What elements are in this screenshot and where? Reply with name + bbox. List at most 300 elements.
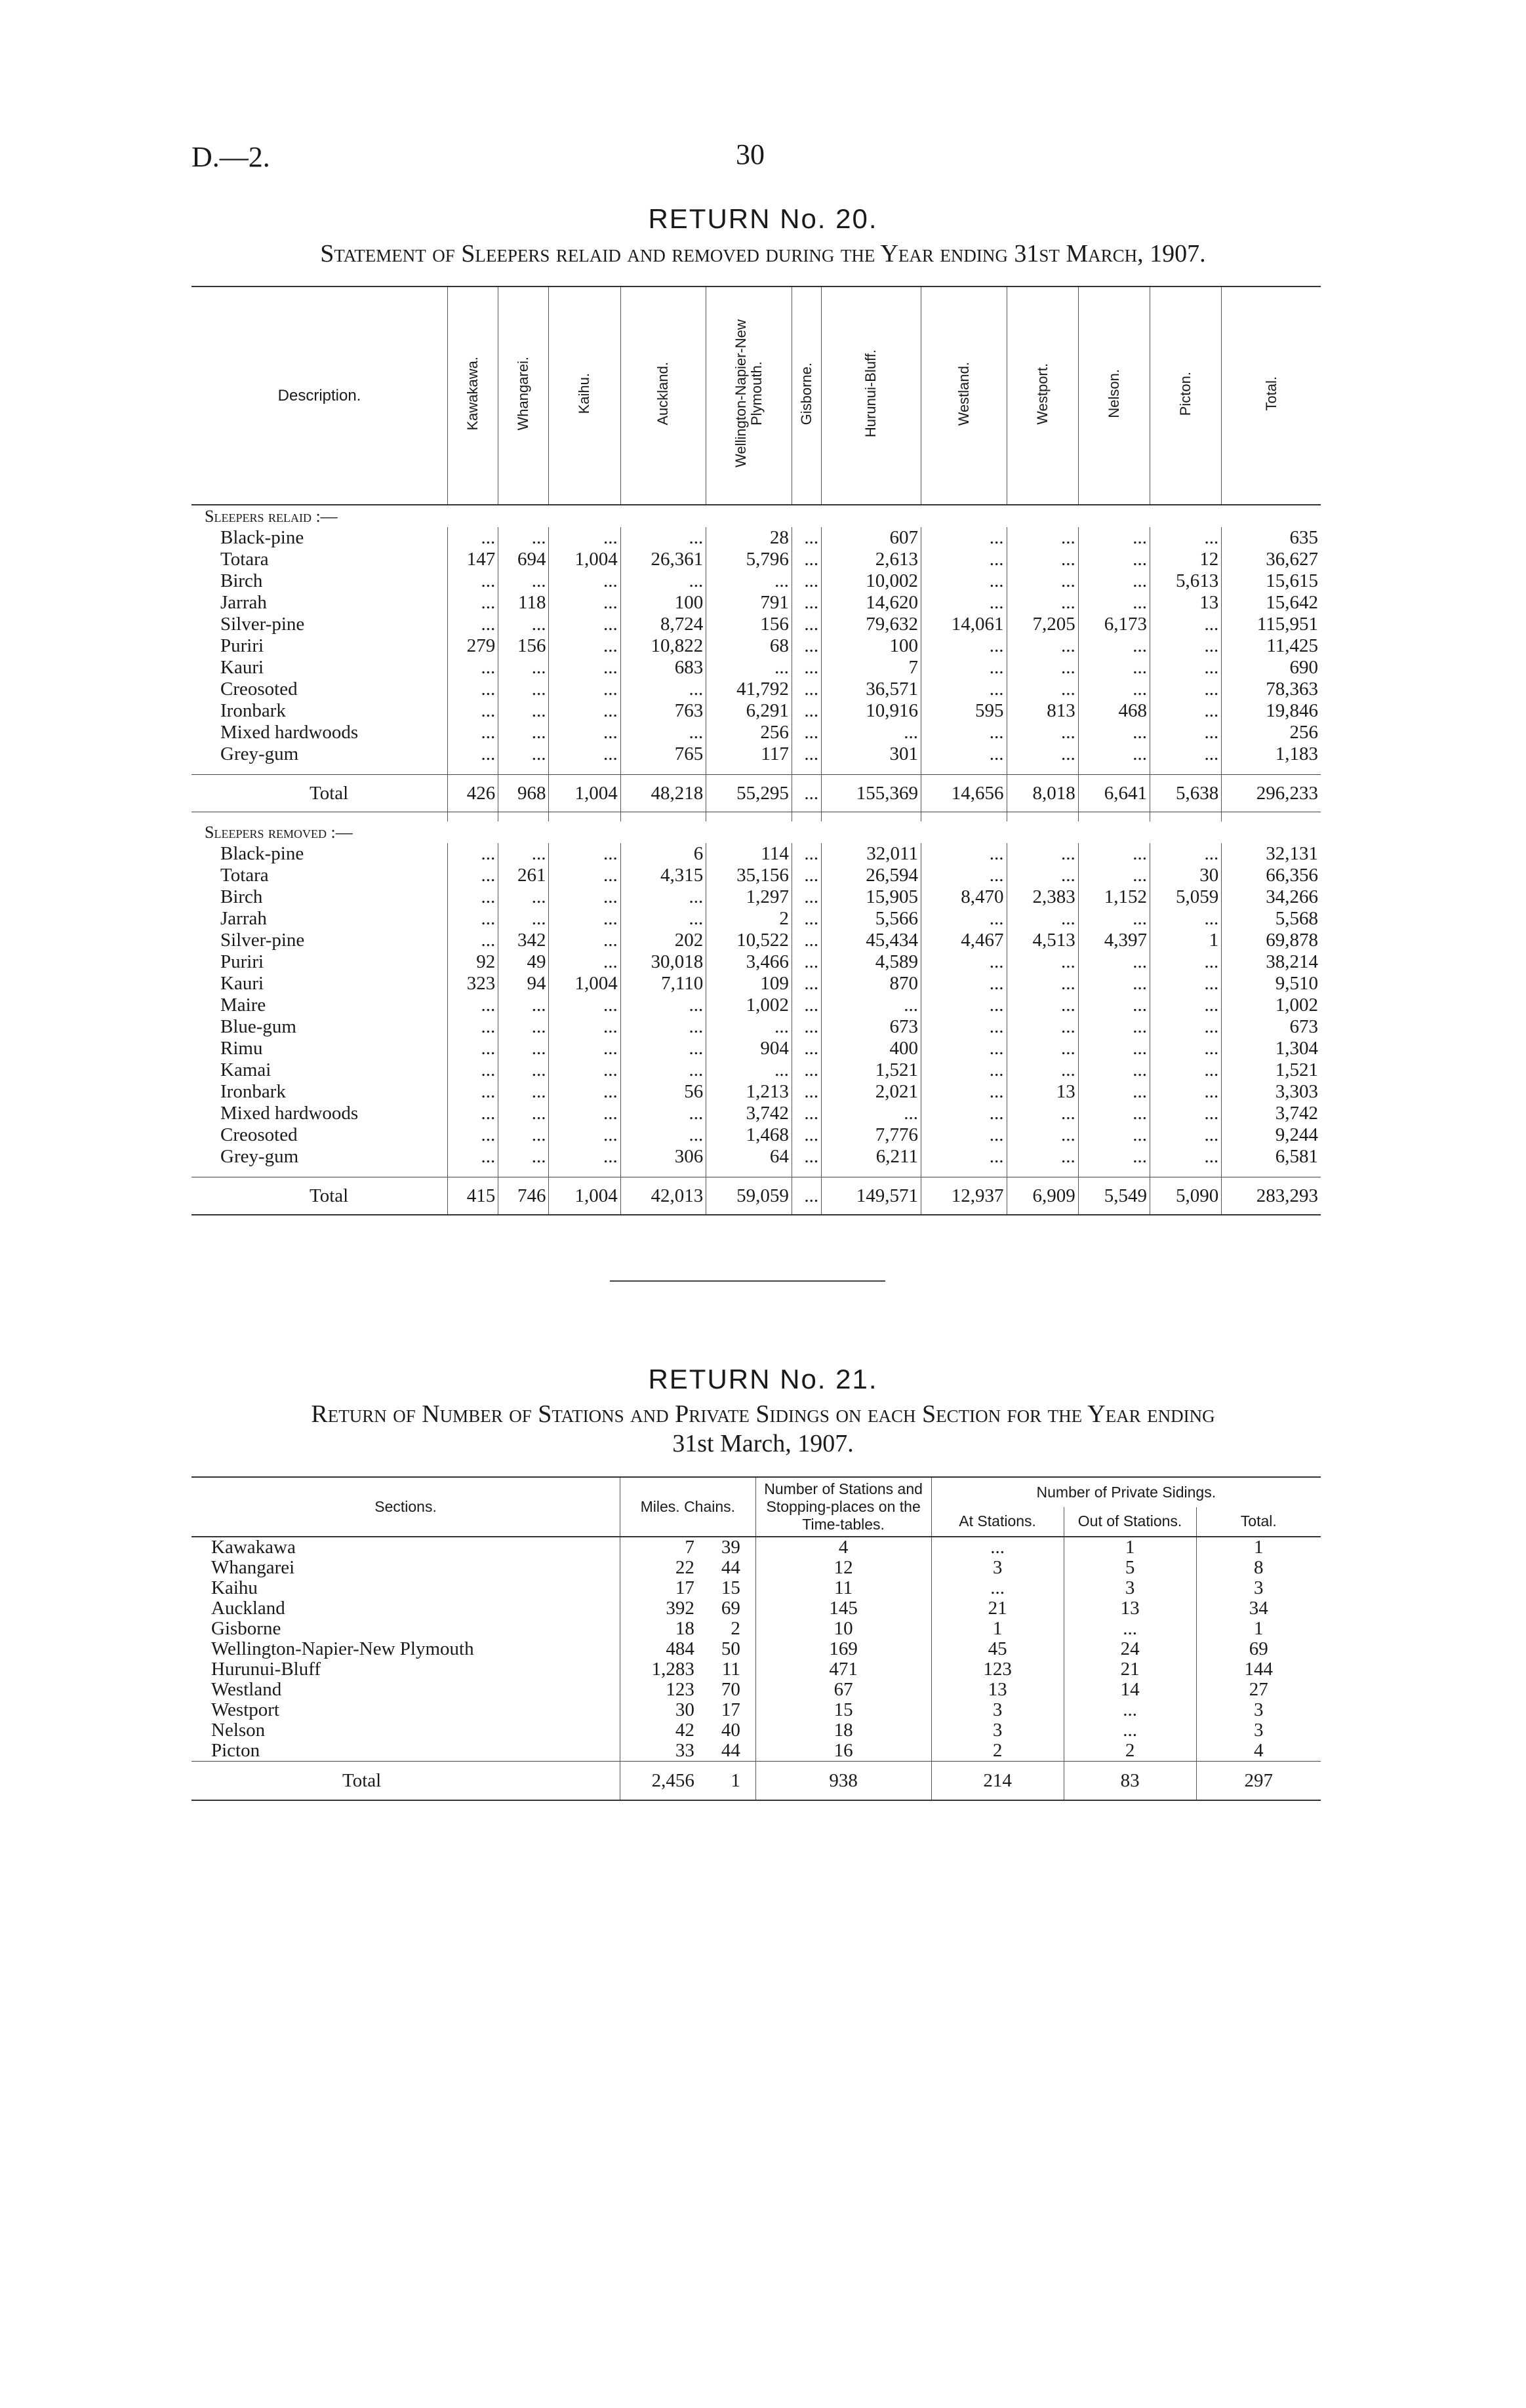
cell-value: ... (1007, 679, 1078, 700)
cell-value: ... (620, 1038, 706, 1059)
cell-value: 28 (706, 527, 792, 549)
col-header (1150, 286, 1222, 505)
spacer-cell (1078, 812, 1150, 822)
return-21-title: RETURN No. 21. (648, 1364, 878, 1394)
cell-value: ... (792, 527, 821, 549)
cell-value: ... (549, 865, 620, 886)
cell-value: 468 (1078, 700, 1150, 722)
spacer-cell (191, 765, 448, 775)
table-row (191, 1558, 1321, 1578)
spacer-cell (448, 1168, 498, 1177)
cell-value: ... (549, 951, 620, 973)
cell-value: 30 (1150, 865, 1222, 886)
cell-value: 1,004 (549, 549, 620, 570)
cell-value: ... (448, 1016, 498, 1038)
col-header-label: Westport. (1034, 363, 1051, 425)
cell-value: 123 (931, 1659, 1064, 1680)
section-name: Kawakawa (211, 1537, 296, 1558)
table-row (191, 1124, 1321, 1146)
row-label: Creosoted (220, 679, 298, 700)
cell-value: ... (549, 908, 620, 930)
cell-value: ... (448, 886, 498, 908)
cell-value: 117 (706, 743, 792, 765)
row-label: Mixed hardwoods (220, 1103, 359, 1124)
table-row (191, 1578, 1321, 1598)
total-value: 415 (448, 1177, 498, 1215)
cell-value: 306 (620, 1146, 706, 1168)
cell-value: ... (498, 843, 549, 865)
cell-value: ... (549, 1059, 620, 1081)
cell-value: ... (1078, 973, 1150, 995)
cell-value: ... (549, 700, 620, 722)
cell-value: 5,568 (1222, 908, 1321, 930)
cell-value: ... (1007, 1016, 1078, 1038)
return-21-subtitle-line2: 31st March, 1907. (672, 1430, 854, 1457)
miles-value: 123 (666, 1679, 694, 1700)
cell-value: 261 (498, 865, 549, 886)
cell-value: 3 (1196, 1578, 1321, 1598)
cell-value: 14,620 (822, 592, 921, 614)
cell-value: ... (792, 1016, 821, 1038)
cell-value: ... (620, 679, 706, 700)
cell-value: ... (921, 657, 1007, 679)
cell-value: 14 (1064, 1680, 1196, 1700)
cell-value: ... (448, 1059, 498, 1081)
cell-value: 147 (448, 549, 498, 570)
cell-value: ... (792, 743, 821, 765)
cell-value: 41,792 (706, 679, 792, 700)
cell-value: ... (498, 1081, 549, 1103)
col-header-label: Whangarei. (515, 357, 532, 431)
cell-value: ... (792, 679, 821, 700)
cell-value: 2 (706, 908, 792, 930)
cell-value: ... (448, 700, 498, 722)
cell-value: ... (448, 1124, 498, 1146)
cell-value: 114 (706, 843, 792, 865)
cell-value: ... (1078, 908, 1150, 930)
col-out-of-stations: Out of Stations. (1064, 1507, 1196, 1537)
stations-table (191, 1476, 1321, 1801)
col-stations: Number of Stations and Stopping-places on the Time-tables. (755, 1477, 931, 1537)
spacer-cell (822, 812, 921, 822)
cell-value: ... (620, 1124, 706, 1146)
cell-value: 2,021 (822, 1081, 921, 1103)
cell-value: 12 (755, 1558, 931, 1578)
cell-value: ... (1078, 657, 1150, 679)
cell-value: ... (1078, 549, 1150, 570)
row-label: Birch (220, 886, 263, 907)
cell-value: ... (792, 908, 821, 930)
cell-value: 27 (1196, 1680, 1321, 1700)
spacer-cell (706, 765, 792, 775)
cell-value: 3 (1064, 1578, 1196, 1598)
row-label: Kauri (220, 973, 264, 994)
col-header-label: Total. (1262, 376, 1279, 411)
cell-value: ... (498, 722, 549, 743)
total-value: 6,909 (1007, 1177, 1078, 1215)
table-row (191, 1081, 1321, 1103)
total-value: 746 (498, 1177, 549, 1215)
cell-value: 3 (931, 1700, 1064, 1720)
cell-value: 64 (706, 1146, 792, 1168)
cell-value: ... (921, 995, 1007, 1016)
cell-value: ... (706, 657, 792, 679)
cell-value: ... (1007, 570, 1078, 592)
cell-value: 813 (1007, 700, 1078, 722)
cell-value: ... (792, 1059, 821, 1081)
cell-value: ... (706, 570, 792, 592)
cell-value: 1,521 (1222, 1059, 1321, 1081)
cell-value: 6,291 (706, 700, 792, 722)
table-row (191, 549, 1321, 570)
cell-value: 690 (1222, 657, 1321, 679)
total-value: 8,018 (1007, 775, 1078, 812)
cell-value: ... (1150, 679, 1222, 700)
cell-value: ... (792, 700, 821, 722)
cell-value: ... (921, 1124, 1007, 1146)
cell-value: ... (498, 657, 549, 679)
miles-chains-cell (620, 1680, 755, 1700)
cell-value: 69,878 (1222, 930, 1321, 951)
chains-value: 39 (721, 1537, 740, 1558)
cell-value: 765 (620, 743, 706, 765)
cell-value: 9,244 (1222, 1124, 1321, 1146)
cell-value: ... (1007, 527, 1078, 549)
cell-value: ... (1007, 1103, 1078, 1124)
col-header-label: Gisborne. (797, 362, 814, 425)
col-private-sidings: Number of Private Sidings. (931, 1477, 1321, 1507)
cell-value: ... (822, 1103, 921, 1124)
cell-value: ... (1078, 570, 1150, 592)
cell-value: ... (1150, 1146, 1222, 1168)
cell-value: 15,615 (1222, 570, 1321, 592)
chains-value: 70 (721, 1679, 740, 1700)
row-label: Creosoted (220, 1124, 298, 1145)
cell-value: ... (792, 995, 821, 1016)
miles-chains-cell (620, 1741, 755, 1762)
cell-value: ... (792, 951, 821, 973)
cell-value: 1 (931, 1619, 1064, 1639)
cell-value: ... (1007, 722, 1078, 743)
cell-value: ... (921, 973, 1007, 995)
cell-value: 1,002 (1222, 995, 1321, 1016)
table-row (191, 592, 1321, 614)
cell-value: 1,183 (1222, 743, 1321, 765)
cell-value: 4,589 (822, 951, 921, 973)
spacer-cell (822, 1168, 921, 1177)
cell-value: ... (1078, 679, 1150, 700)
cell-value: 32,011 (822, 843, 921, 865)
cell-value: ... (1078, 1103, 1150, 1124)
spacer-cell (620, 812, 706, 822)
total-value: ... (792, 775, 821, 812)
spacer-cell (191, 812, 448, 822)
cell-value: 35,156 (706, 865, 792, 886)
miles-chains-cell (620, 1659, 755, 1680)
col-header-label: Auckland. (654, 362, 672, 425)
table-row (191, 930, 1321, 951)
section-name: Hurunui-Bluff (211, 1659, 321, 1680)
cell-value: 5 (1064, 1558, 1196, 1578)
cell-value: ... (1150, 973, 1222, 995)
cell-value: ... (792, 930, 821, 951)
col-header-label: Westland. (955, 361, 972, 426)
col-header (498, 286, 549, 505)
spacer-cell (706, 1168, 792, 1177)
section-name: Nelson (211, 1720, 266, 1741)
cell-value: ... (1150, 1103, 1222, 1124)
cell-value: 673 (1222, 1016, 1321, 1038)
spacer-cell (620, 765, 706, 775)
section-name: Kaihu (211, 1577, 258, 1598)
cell-value: 145 (755, 1598, 931, 1619)
cell-value: 1 (1196, 1619, 1321, 1639)
row-label: Jarrah (220, 592, 267, 613)
col-header (1078, 286, 1150, 505)
miles-value: 17 (675, 1577, 694, 1598)
cell-value: ... (1064, 1700, 1196, 1720)
col-at-stations: At Stations. (931, 1507, 1064, 1537)
cell-value: 5,566 (822, 908, 921, 930)
row-label: Silver-pine (220, 614, 305, 635)
spacer-cell (792, 765, 821, 775)
cell-value: ... (549, 1146, 620, 1168)
cell-value: ... (448, 592, 498, 614)
cell-value: ... (448, 722, 498, 743)
cell-value: 13 (1064, 1598, 1196, 1619)
cell-value: 118 (498, 592, 549, 614)
total-value: 14,656 (921, 775, 1007, 812)
section-name: Wellington-Napier-New Plymouth (211, 1638, 474, 1659)
chains-value: 17 (721, 1699, 740, 1720)
cell-value: ... (1007, 549, 1078, 570)
spacer-row (191, 812, 1321, 822)
cell-value: 11 (755, 1578, 931, 1598)
cell-value: 6,581 (1222, 1146, 1321, 1168)
section-heading: Sleepers relaid :— (205, 507, 338, 526)
cell-value: ... (549, 1103, 620, 1124)
table-row (191, 1038, 1321, 1059)
row-label: Puriri (220, 951, 264, 972)
cell-value: 26,361 (620, 549, 706, 570)
miles-chains-cell (620, 1537, 755, 1558)
total-row (191, 1177, 1321, 1215)
total-value: 5,638 (1150, 775, 1222, 812)
col-header-label: Nelson. (1105, 369, 1122, 418)
cell-value: 1,297 (706, 886, 792, 908)
table-row (191, 1537, 1321, 1558)
cell-value: 26,594 (822, 865, 921, 886)
cell-value: 1 (1196, 1537, 1321, 1558)
cell-value: 92 (448, 951, 498, 973)
miles-value: 484 (666, 1638, 694, 1659)
cell-value: ... (448, 843, 498, 865)
cell-value: ... (1007, 865, 1078, 886)
cell-value: ... (620, 908, 706, 930)
spacer-cell (191, 1168, 448, 1177)
table-row (191, 679, 1321, 700)
cell-value: ... (921, 635, 1007, 657)
spacer-cell (1150, 812, 1222, 822)
cell-value: 94 (498, 973, 549, 995)
cell-value: 1,213 (706, 1081, 792, 1103)
cell-value: ... (1007, 592, 1078, 614)
col-header (1007, 286, 1078, 505)
cell-value: 683 (620, 657, 706, 679)
cell-value: ... (448, 527, 498, 549)
cell-value: 7 (822, 657, 921, 679)
cell-value: ... (448, 1103, 498, 1124)
cell-value: 156 (706, 614, 792, 635)
section-divider (610, 1280, 885, 1282)
cell-value: 45 (931, 1639, 1064, 1659)
spacer-cell (1007, 765, 1078, 775)
cell-value: ... (620, 995, 706, 1016)
cell-value: ... (792, 1081, 821, 1103)
miles-value: 33 (675, 1740, 694, 1761)
cell-value: ... (1150, 635, 1222, 657)
cell-value: ... (498, 1038, 549, 1059)
cell-value: ... (921, 1016, 1007, 1038)
cell-value: ... (1007, 657, 1078, 679)
cell-value: ... (549, 1038, 620, 1059)
cell-value: 279 (448, 635, 498, 657)
cell-value: 24 (1064, 1639, 1196, 1659)
cell-value: ... (549, 722, 620, 743)
cell-value: ... (498, 743, 549, 765)
cell-value: 4,467 (921, 930, 1007, 951)
cell-value: 6 (620, 843, 706, 865)
row-label: Totara (220, 549, 269, 570)
cell-value: 3,742 (1222, 1103, 1321, 1124)
cell-value: ... (448, 614, 498, 635)
cell-value: ... (448, 908, 498, 930)
cell-value: 19,846 (1222, 700, 1321, 722)
cell-value: ... (498, 1059, 549, 1081)
cell-value: 3 (931, 1720, 1064, 1741)
cell-value: 100 (822, 635, 921, 657)
total-value: 5,090 (1150, 1177, 1222, 1215)
spacer-cell (1222, 1168, 1321, 1177)
table-row (191, 614, 1321, 635)
cell-value: ... (931, 1578, 1064, 1598)
cell-value: 1,004 (549, 973, 620, 995)
cell-value: 34,266 (1222, 886, 1321, 908)
cell-value: ... (448, 657, 498, 679)
section-name: Gisborne (211, 1618, 281, 1639)
table-row (191, 1639, 1321, 1659)
spacer-cell (498, 1168, 549, 1177)
chains-value: 44 (721, 1557, 740, 1578)
section-name: Westland (211, 1679, 282, 1700)
total-label: Total (191, 1762, 620, 1801)
cell-value: ... (1150, 951, 1222, 973)
total-value: 55,295 (706, 775, 792, 812)
cell-value: ... (921, 1038, 1007, 1059)
section-heading: Sleepers removed :— (205, 823, 353, 842)
table-row (191, 843, 1321, 865)
table-row (191, 722, 1321, 743)
cell-value: ... (1007, 908, 1078, 930)
cell-value: ... (549, 1081, 620, 1103)
cell-value: 10,822 (620, 635, 706, 657)
return-21-subtitle-line1: Return of Number of Stations and Private Sidings on each Section for the Year ending (311, 1400, 1215, 1428)
spacer-cell (1078, 1168, 1150, 1177)
cell-value: ... (1007, 1038, 1078, 1059)
cell-value: ... (1150, 1038, 1222, 1059)
section-heading-row (191, 505, 1321, 527)
col-header-label: Hurunui-Bluff. (862, 349, 879, 438)
cell-value: ... (1150, 843, 1222, 865)
cell-value: ... (620, 1016, 706, 1038)
cell-value: 49 (498, 951, 549, 973)
cell-value: ... (498, 908, 549, 930)
chains-value: 15 (721, 1577, 740, 1598)
table-row (191, 743, 1321, 765)
row-label: Maire (220, 995, 266, 1016)
cell-value: 10,002 (822, 570, 921, 592)
row-label: Totara (220, 865, 269, 886)
cell-value: ... (549, 743, 620, 765)
cell-value: 3,742 (706, 1103, 792, 1124)
spacer-cell (620, 1168, 706, 1177)
cell-value: ... (1150, 908, 1222, 930)
spacer-cell (549, 765, 620, 775)
cell-value: ... (1150, 657, 1222, 679)
cell-value: 3,466 (706, 951, 792, 973)
cell-value: 100 (620, 592, 706, 614)
row-label: Birch (220, 570, 263, 591)
cell-value: ... (1078, 1059, 1150, 1081)
total-value: 426 (448, 775, 498, 812)
table-row (191, 527, 1321, 549)
cell-value: ... (448, 1146, 498, 1168)
table-row (191, 1720, 1321, 1741)
spacer-cell (1007, 1168, 1078, 1177)
spacer-row (191, 1168, 1321, 1177)
cell-value: 7,110 (620, 973, 706, 995)
cell-value: 12 (1150, 549, 1222, 570)
spacer-cell (822, 765, 921, 775)
return-20-title: RETURN No. 20. (648, 203, 878, 234)
total-value: 59,059 (706, 1177, 792, 1215)
total-label: Total (191, 775, 448, 812)
row-label: Kamai (220, 1059, 271, 1080)
miles-value: 42 (675, 1720, 694, 1741)
cell-value: 15 (755, 1700, 931, 1720)
cell-value: ... (620, 1103, 706, 1124)
spacer-cell (1007, 812, 1078, 822)
section-heading-row (191, 821, 1321, 843)
miles-value: 18 (675, 1618, 694, 1639)
chains-value: 50 (721, 1638, 740, 1659)
spacer-cell (706, 812, 792, 822)
cell-value: 4,513 (1007, 930, 1078, 951)
cell-value: 8 (1196, 1558, 1321, 1578)
cell-value: ... (498, 679, 549, 700)
section-name: Picton (211, 1740, 260, 1761)
cell-value: ... (1064, 1619, 1196, 1639)
cell-value: ... (1007, 635, 1078, 657)
spacer-cell (921, 812, 1007, 822)
miles-chains-cell (620, 1598, 755, 1619)
total-value: 12,937 (921, 1177, 1007, 1215)
cell-value: ... (448, 570, 498, 592)
cell-value: ... (792, 843, 821, 865)
cell-value: 79,632 (822, 614, 921, 635)
cell-value: 1,468 (706, 1124, 792, 1146)
cell-value: ... (1078, 951, 1150, 973)
